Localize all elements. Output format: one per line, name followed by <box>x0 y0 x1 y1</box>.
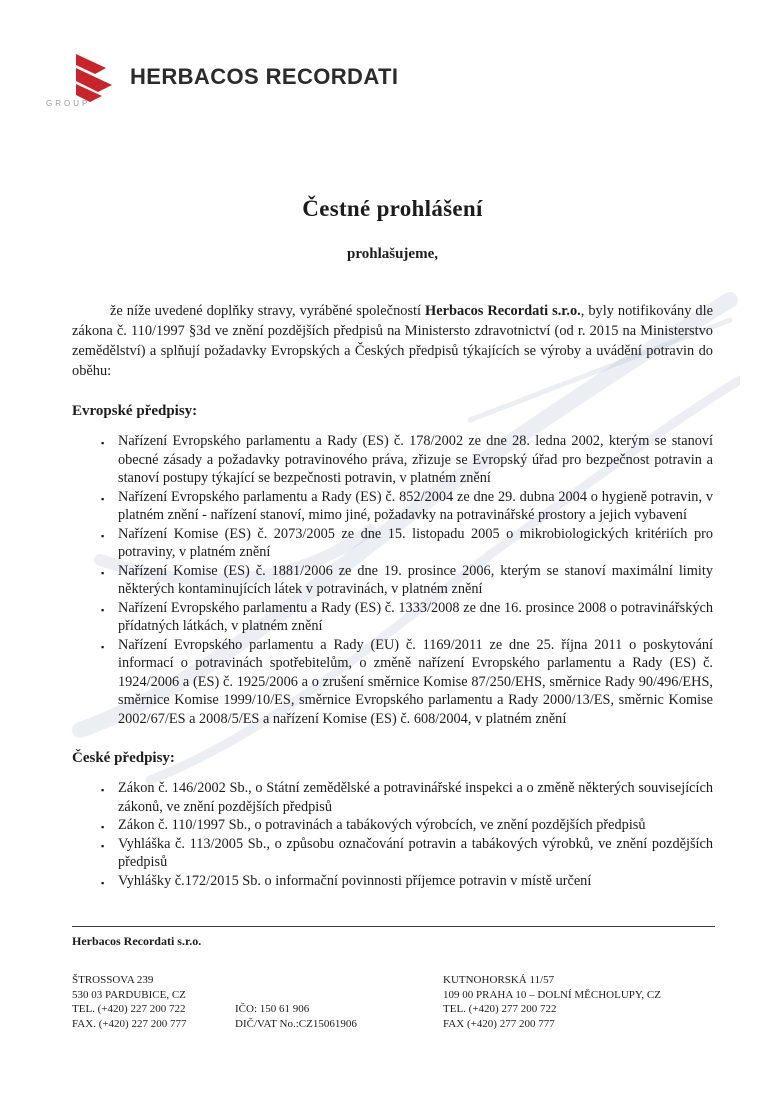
list-item: ▪ Zákon č. 146/2002 Sb., o Státní zemědělské a potravinářské inspekci a o změně některých souvisejících zákonů, ve znění pozdějších předpisů <box>118 779 713 816</box>
list-item: ▪ Nařízení Evropského parlamentu a Rady (ES) č. 852/2004 ze dne 29. dubna 2004 o hygieně potravin, v platném znění - nařízení stanoví, mimo jiné, požadavky na potravinářské prostory a jejich vybavení <box>118 488 713 525</box>
footer-line: TEL. (+420) 277 200 722 <box>443 1003 557 1015</box>
footer-line: TEL. (+420) 227 200 722 <box>72 1003 186 1015</box>
document-title: Čestné prohlášení <box>302 196 483 221</box>
list-item: ▪ Zákon č. 110/1997 Sb., o potravinách a tabákových výrobcích, ve znění pozdějších předpisů <box>118 816 713 835</box>
logo-group-label: GROUP <box>46 99 91 108</box>
czech-regulations-list <box>72 779 713 890</box>
herbacos-logo-icon <box>46 52 120 110</box>
footer-line: 109 00 PRAHA 10 – DOLNÍ MĚCHOLUPY, CZ <box>443 988 661 1001</box>
footer-columns <box>72 973 715 1031</box>
intro-text-pre: že níže uvedené doplňky stravy, vyráběné společností <box>110 303 426 319</box>
list-item: ▪ Nařízení Komise (ES) č. 1881/2006 ze dne 19. prosince 2006, kterým se stanoví maximální limity některých kontaminujících látek v potravinách, v platném znění <box>118 562 713 599</box>
footer-line: FAX (+420) 277 200 777 <box>443 1017 555 1030</box>
intro-text-post: , byly notifikovány dle zákona č. 110/1997 §3d ve znění pozdějších předpisů na Ministersto zdravotnictví (od r. 2015 na Ministerstvo zemědělství) a splňují požadavky Evropských a Českých předpisů týkajících se výroby a uvádění potravin do oběhu: <box>72 303 713 379</box>
section-heading-czech: České předpisy: <box>72 750 175 766</box>
document-subtitle: prohlašujeme, <box>347 246 438 262</box>
intro-company-name: Herbacos Recordati s.r.o. <box>425 303 581 319</box>
footer-line: DIČ/VAT No.:CZ15061906 <box>235 1017 357 1030</box>
footer-address-praha <box>443 973 715 1031</box>
footer-address-pardubice <box>72 973 235 1031</box>
list-item: ▪ Vyhláška č. 113/2005 Sb., o způsobu označování potravin a tabákových výrobků, ve znění pozdějších předpisů <box>118 835 713 872</box>
list-item: ▪ Nařízení Komise (ES) č. 2073/2005 ze dne 15. listopadu 2005 o mikrobiologických kritériích pro potraviny, v platném znění <box>118 525 713 562</box>
section-heading-european: Evropské předpisy: <box>72 403 198 419</box>
footer-company-name: Herbacos Recordati s.r.o. <box>72 934 202 948</box>
logo <box>46 52 713 114</box>
footer-registration-ids <box>235 973 443 1031</box>
list-item: ▪ Nařízení Evropského parlamentu a Rady (EU) č. 1169/2011 ze dne 25. října 2011 o poskytování informací o potravinách spotřebitelům, o změně nařízení Evropského parlamentu a Rady (ES) č. 1924/2006 a (ES) č. 1925/2006 a o zrušení směrnice Komise 87/250/EHS, směrnice Rady 90/496/EHS, směrnice Komise 1999/10/ES, směrnice Evropského parlamentu a Rady 2000/13/ES, směrnic Komise 2002/67/ES a 2008/5/ES a nařízení Komise (ES) č. 608/2004, v platném znění <box>118 636 713 729</box>
page-footer <box>72 926 715 1031</box>
footer-line: FAX. (+420) 227 200 777 <box>72 1017 187 1030</box>
list-item: ▪ Nařízení Evropského parlamentu a Rady (ES) č. 1333/2008 ze dne 16. prosince 2008 o potravinářských přídatných látkách, v platném znění <box>118 599 713 636</box>
intro-paragraph <box>72 301 713 381</box>
logo-brand-text: HERBACOS RECORDATI <box>130 64 399 89</box>
footer-line: KUTNOHORSKÁ 11/57 <box>443 974 555 986</box>
list-item: ▪ Vyhlášky č.172/2015 Sb. o informační povinnosti příjemce potravin v místě určení <box>118 872 713 891</box>
footer-line: IČO: 150 61 906 <box>235 1003 310 1015</box>
footer-line: ŠTROSSOVA 239 <box>72 974 154 986</box>
footer-line: 530 03 PARDUBICE, CZ <box>72 988 186 1001</box>
european-regulations-list <box>72 432 713 728</box>
list-item: ▪ Nařízení Evropského parlamentu a Rady (ES) č. 178/2002 ze dne 28. ledna 2002, kterým se stanoví obecné zásady a požadavky potravinového práva, zřizuje se Evropský úřad pro bezpečnost potravin a stanoví postupy týkající se bezpečnosti potravin, v platném znění <box>118 432 713 488</box>
